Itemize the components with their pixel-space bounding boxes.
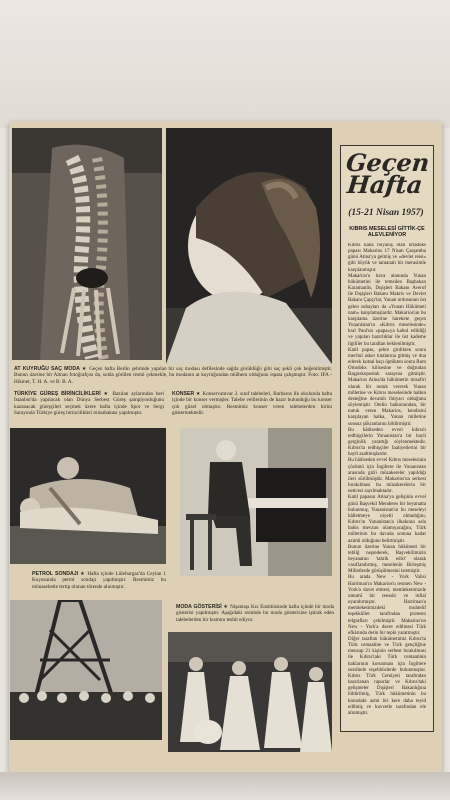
photo-horse-tail bbox=[12, 128, 162, 360]
surface-below-page bbox=[0, 772, 450, 800]
column-body: Kıbrıs kana boyanış olan ortadoks papası Makarios 17 Nisan Çarşamba günü Atina'ya gelmiş ve «devlet reisi» gibi büyük ve tantanalı bir merasimle karşılanmıştır. Makarios'u hava alanında Yunan hükümetini ile temsilen Başbakan Karamanlis, Dışişleri Bakanı Averof ile Dışişleri Bakanı Makris ve Devlet Bakanı Çapçı'lar, Yunan ordusunun üst gelen subayları da «Yunan Hükümeti nam» karşılamışlardır. Makarios'un bu karşılama üzerine harekete geçen Yunanistan'ın «Kıbrıs meselesinde» kral Paul'un «papa»ya kabul edildiği ve yapılan hazırlıklar ile üst kademe ilgililer bu taraftan beklenilmiştir. Katil papas, şehre girdikten sonra mecbul asker kıtalarına gitmiş ve dua ederek kutsal haçı öptükten sonra Rum Ortodoks kilisesine ve doğrudan Başpiskoposluk sarayına gitmiştir. Makarios Atina'da hükümetin misafiri olarak bir nutuk vererek Yunan milletine ve Kıbrıs meselesinde halkın desteğine devamlı ihtiyacı olduğunu söylemiştir. Otelin balkonundan, bir nutuk veren Makarios, kendisini karşılayan halka, Yunan milletine sonsuz şükranlarını bildirmiştir. Bu hâdiseden evvel kıbrıslı tedhişçilerin Yunanistan'a bir hayli gerginlik yarattığı söylenmektedir. Kıbrıs'ta tedhişçiler faaliyetlerini bir hayli azaltmışlardır. Bu hâdiseden evvel Kıbrıs meselesinin çözümü için İngiltere ile Yunanistan arasında gizli müzakereler yapıldığı ileri sürülmüştür. Makarios'un serbest bırakılması bu müzakerelerin bir neticesi sayılmaktadır. Katil papasın Atina'ya gelişinin evvel günü Başvekil Menderes bir beyanatta bulunmuş, Yunanistan'ın bu meseleyi hâlletmeye niyetli olmadığını, Kıbrıs'ın Yunanistan'a ilhakının asla bahis mevzuu olamıyacağını, Türk milletinin bu davada sonuna kadar azimli olduğunu belirtmiştir. Bunun üzerine Yunan hükümeti bir tebliğ neşrederek, Başvekilimizin beyanatını 'tahrik edici' olarak vasıflandırmış, meselenin Birleşmiş Milletlerde görüşülmesini istemiştir. Bu arada New - York Valisi Harriman'ın Makarios'u resmen New - York'a davet etmesi, memleketimizde umumî bir teessür ve infial uyandırmıştır. Harriman'a memleketimizdeki muhtelif teşekküller tarafından protesto telgrafları çekilmiştir. Makarios'un New - York'a davet edilmesi Türk efkârında derin bir tepki yaratmıştır. Diğer taraftan hükümetimiz Kıbrıs'ta Türk cemaatine ve Türk gençliğine mensup 21 kişinin serbest bırakılması ile Kıbrıs'taki Türk cemaatinin haklarının korunması için İngiltere nezdinde teşebbüslerde bulunmuştur. Kıbrıs Türk Cemiyeti tarafından hazırlanan raporlar ve Kıbrıs'taki gelişmeler Dışişleri Bakanlığına bildirilmiş, Türk hükümetinin bu konudaki azmi bir kere daha teyid edilmiş ve kuvvetle tarafından ele alınmıştır. bbox=[348, 243, 426, 716]
caption-oil-text: Hafta içinde Lüleburgaz'da Ceylan 1 Kuyusunda petrol sondajı yapılmıştır. Resmimiz bu münasebetle tertip olunan törende alınmıştır. bbox=[32, 571, 167, 590]
photo-oil-derrick bbox=[10, 600, 162, 740]
column-title-line2: Hafta bbox=[345, 170, 425, 199]
caption-wrestling-title: TÜRKİYE GÜREŞ BİRİNCİLİKLERİ bbox=[14, 391, 101, 397]
caption-horse-tail: AT KUYRUĞU SAÇ MODA ★ Geçen hafta Berlin şehrinde yapılan bir saç modası defilesinde sağda görüldüğü gibi saç şekli çok beğenilmiştir. Bunun üzerine bir Alman fotoğrafçısı da, solda görülen resmi çekmekle, bu modanın at kuyruğundan mülhem olduğunu ispata çalışmıştır. Foto: IFA - Hikmet, T. H. A. ve B. B. A. bbox=[14, 366, 332, 385]
caption-concert-text: Konservatuvar 3. sınıf talebeleri, Barbaros ilk okulunda hafta içinde bir konser vermişler. Talebe velilerinin de hazır bulunduğu bu konser çok güzel olmuştur. Resmimiz konser veren talebelerden birini göstermektedir. bbox=[172, 391, 332, 417]
caption-fashion: MODA GÖSTERİSİ ★ Nişantaşı Kız Enstitüsünde hafta içinde bir moda gösterisi yapılmıştır. Aşağıdaki resimde bu moda gösterisine iştirak eden talebelerden bir kısmını tesbit ediyor. bbox=[176, 604, 334, 623]
photo-concert-piano bbox=[180, 428, 332, 576]
caption-wrestling-text: Bazılan aylarından beri İstanbul'da yapılacak olan Dünya Serbest Güreş şampiyonluğunu kazanacak güreşçileri seçmek üzere hafta içinde Spor ve Sergi Sarayında Türkiye güreş birincilikleri müsabakası yapılmıştır. bbox=[14, 391, 164, 417]
photo-ponytail-woman bbox=[166, 128, 332, 364]
caption-concert-title: KONSER bbox=[172, 391, 195, 397]
column-date-range: (15-21 Nisan 1957) bbox=[348, 208, 424, 218]
caption-horse-tail-text: Geçen hafta Berlin şehrinde yapılan bir saç modası defilesinde sağda görüldüğü gibi saç şekli çok beğenilmiştir. Bunun üzerine bir Alman fotoğrafçısı da, solda görülen resmi çekmekle, bu modanın at kuyruğundan mülhem olduğunu ispata çalışmıştır. Foto: IFA - Hikmet, T. H. A. ve B. B. A. bbox=[14, 366, 332, 385]
caption-wrestling: TÜRKİYE GÜREŞ BİRİNCİLİKLERİ ★ Bazılan aylarından beri İstanbul'da yapılacak olan Dünya Serbest Güreş şampiyonluğunu kazanacak güreşçileri seçmek üzere hafta içinde Spor ve Sergi Sarayında Türkiye güreş birincilikleri müsabakası yapılmıştır. bbox=[14, 391, 164, 417]
caption-oil-title: PETROL SONDAJI bbox=[32, 571, 79, 577]
caption-fashion-title: MODA GÖSTERİSİ bbox=[176, 604, 222, 610]
caption-oil: PETROL SONDAJI ★ Hafta içinde Lüleburgaz'da Ceylan 1 Kuyusunda petrol sondajı yapılmıştır. Resmimiz bu münasebetle tertip olunan törende alınmıştır. bbox=[32, 571, 167, 590]
column-headline: KIBRIS MESELESİ GİTTİK-ÇE ALEVLENİYOR bbox=[349, 226, 425, 239]
caption-fashion-text: Nişantaşı Kız Enstitüsünde hafta içinde bir moda gösterisi yapılmıştır. Aşağıdaki resimde bu moda gösterisine iştirak eden talebelerden bir kısmını tesbit ediyor. bbox=[176, 604, 334, 623]
photo-fashion-show bbox=[168, 632, 332, 752]
caption-horse-tail-title: AT KUYRUĞU SAÇ MODA bbox=[14, 366, 80, 372]
column-title bbox=[343, 148, 431, 199]
photo-wrestling bbox=[10, 428, 166, 564]
background-wall bbox=[0, 0, 450, 128]
caption-concert: KONSER ★ Konservatuvar 3. sınıf talebeleri, Barbaros ilk okulunda hafta içinde bir konser vermişler. Talebe velilerinin de hazır bulunduğu bu konser çok güzel olmuştur. Resmimiz konser veren talebelerden birini göstermektedir. bbox=[172, 391, 332, 417]
column-title-line1: Geçen bbox=[344, 148, 431, 177]
